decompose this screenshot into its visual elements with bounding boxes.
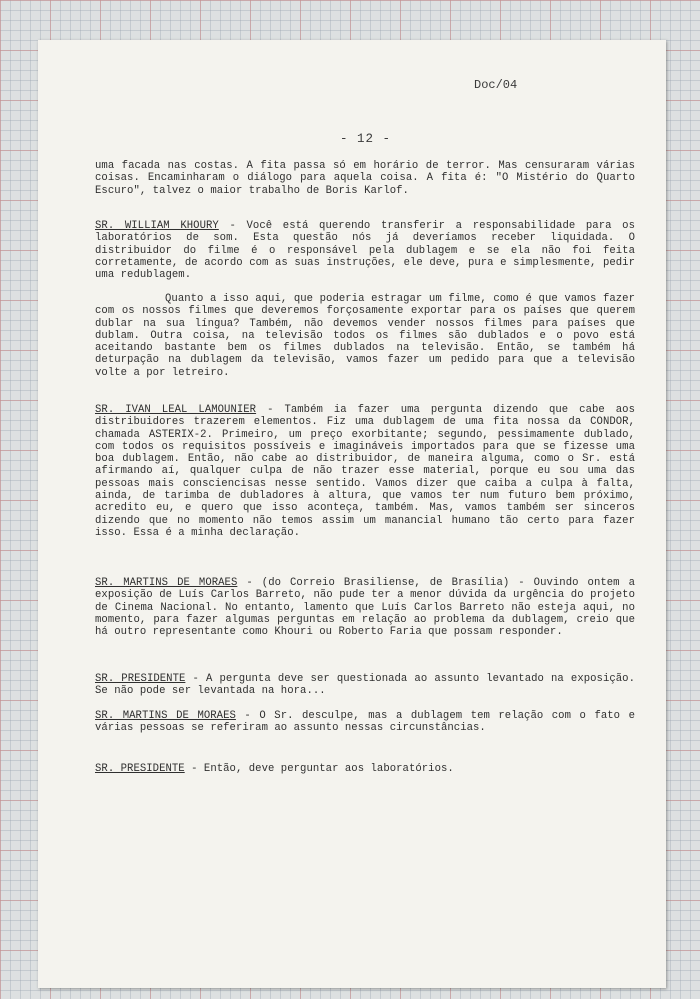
paragraph-text: - A pergunta deve ser questionada ao assunto levantado na exposição. Se não pode ser levantada na hora... xyxy=(95,673,635,698)
paragraph-text: uma facada nas costas. A fita passa só em horário de terror. Mas censuraram várias coisas. Encaminharam o diálogo para aquela coisa. A fita é: "O Mistério do Quarto Escuro", talvez o maior trabalho de Boris Karlof. xyxy=(95,160,635,197)
speaker-name: SR. WILLIAM KHOURY xyxy=(95,220,219,232)
paragraph-continuation xyxy=(95,160,635,197)
speaker-name: SR. PRESIDENTE xyxy=(95,763,185,775)
paragraph-presidente-final xyxy=(95,763,635,775)
paragraph-text: - Então, deve perguntar aos laboratórios. xyxy=(184,763,454,775)
paragraph-text: - Também ia fazer uma pergunta dizendo que cabe aos distribuidores trazerem elementos. Fiz uma dublagem de uma fita nossa da CONDOR, chamada ASTERIX-2. Primeiro, um preço exorbitante; segundo, pessimamente dublado, com todos os requisitos possíveis e imagináveis importados para que se fizesse uma boa dublagem. Então, não cabe ao distribuidor, de maneira alguma, como o Sr. está afirmando aí, qualquer culpa de não trazer esse material, porque eu sou uma das pessoas mais consciencisas nesse sentido. Vamos dizer que caiba a culpa à falta, ainda, de tarimba de dubladores à altura, que vamos ter num futuro bem próximo, acredito eu, e quero que isso aconteça, também. Mas, vamos também ser sinceros dizendo que no momento não temos assim um manancial humano tão certo para fazer isso. Essa é a minha declaração. xyxy=(95,404,635,539)
paragraph-text: Quanto a isso aqui, que poderia estragar um filme, como é que vamos fazer com os nossos filmes que deveremos forçosamente exportar para os países que querem dublar na sua língua? Também, não devemos vender nossos filmes para países que dublam. Outra coisa, na televisão todos os filmes são dublados e o povo está aceitando bastante bem os filmes dublados na televisão. Então, se também há deturpação na dublagem da televisão, vamos fazer um pedido para que a televisão volte a por letreiro. xyxy=(95,293,635,379)
speaker-name: SR. MARTINS DE MORAES xyxy=(95,577,238,589)
paragraph-martins-de-moraes-reply xyxy=(95,710,635,735)
paragraph-william-khoury xyxy=(95,220,635,281)
document-reference: Doc/04 xyxy=(474,78,518,92)
paragraph-presidente xyxy=(95,673,635,698)
page-number: - 12 - xyxy=(340,132,392,146)
paragraph-william-khoury-continued xyxy=(95,293,635,379)
paragraph-text: - O Sr. desculpe, mas a dublagem tem relação com o fato e várias pessoas se referiram ao assunto nessas circunstâncias. xyxy=(95,710,636,735)
paragraph-martins-de-moraes xyxy=(95,577,635,638)
paragraph-text: - (do Correio Brasiliense, de Brasília) - Ouvindo ontem a exposição de Luís Carlos Barreto, não pude ter a menor dúvida da urgência do projeto de Cinema Nacional. No entanto, lamento que Luís Carlos Barreto não esteja aqui, no momento, para fazer algumas perguntas em relação ao problema da dublagem, creio que há outro representante como Khouri ou Roberto Faria que possam responder. xyxy=(95,577,635,639)
speaker-name: SR. PRESIDENTE xyxy=(95,673,186,685)
speaker-name: SR. MARTINS DE MORAES xyxy=(95,710,236,722)
speaker-name: SR. IVAN LEAL LAMOUNIER xyxy=(95,404,257,416)
paragraph-text: - Você está querendo transferir a responsabilidade para os laboratórios de som. Esta questão nós já deveríamos receber liquidada. O distribuidor do filme é o responsável pela dublagem e se ela não foi feita corretamente, de acordo com as suas instruções, ele deve, pura e simplesmente, pedir uma redublagem. xyxy=(95,220,635,282)
paragraph-ivan-leal-lamounier xyxy=(95,404,635,539)
